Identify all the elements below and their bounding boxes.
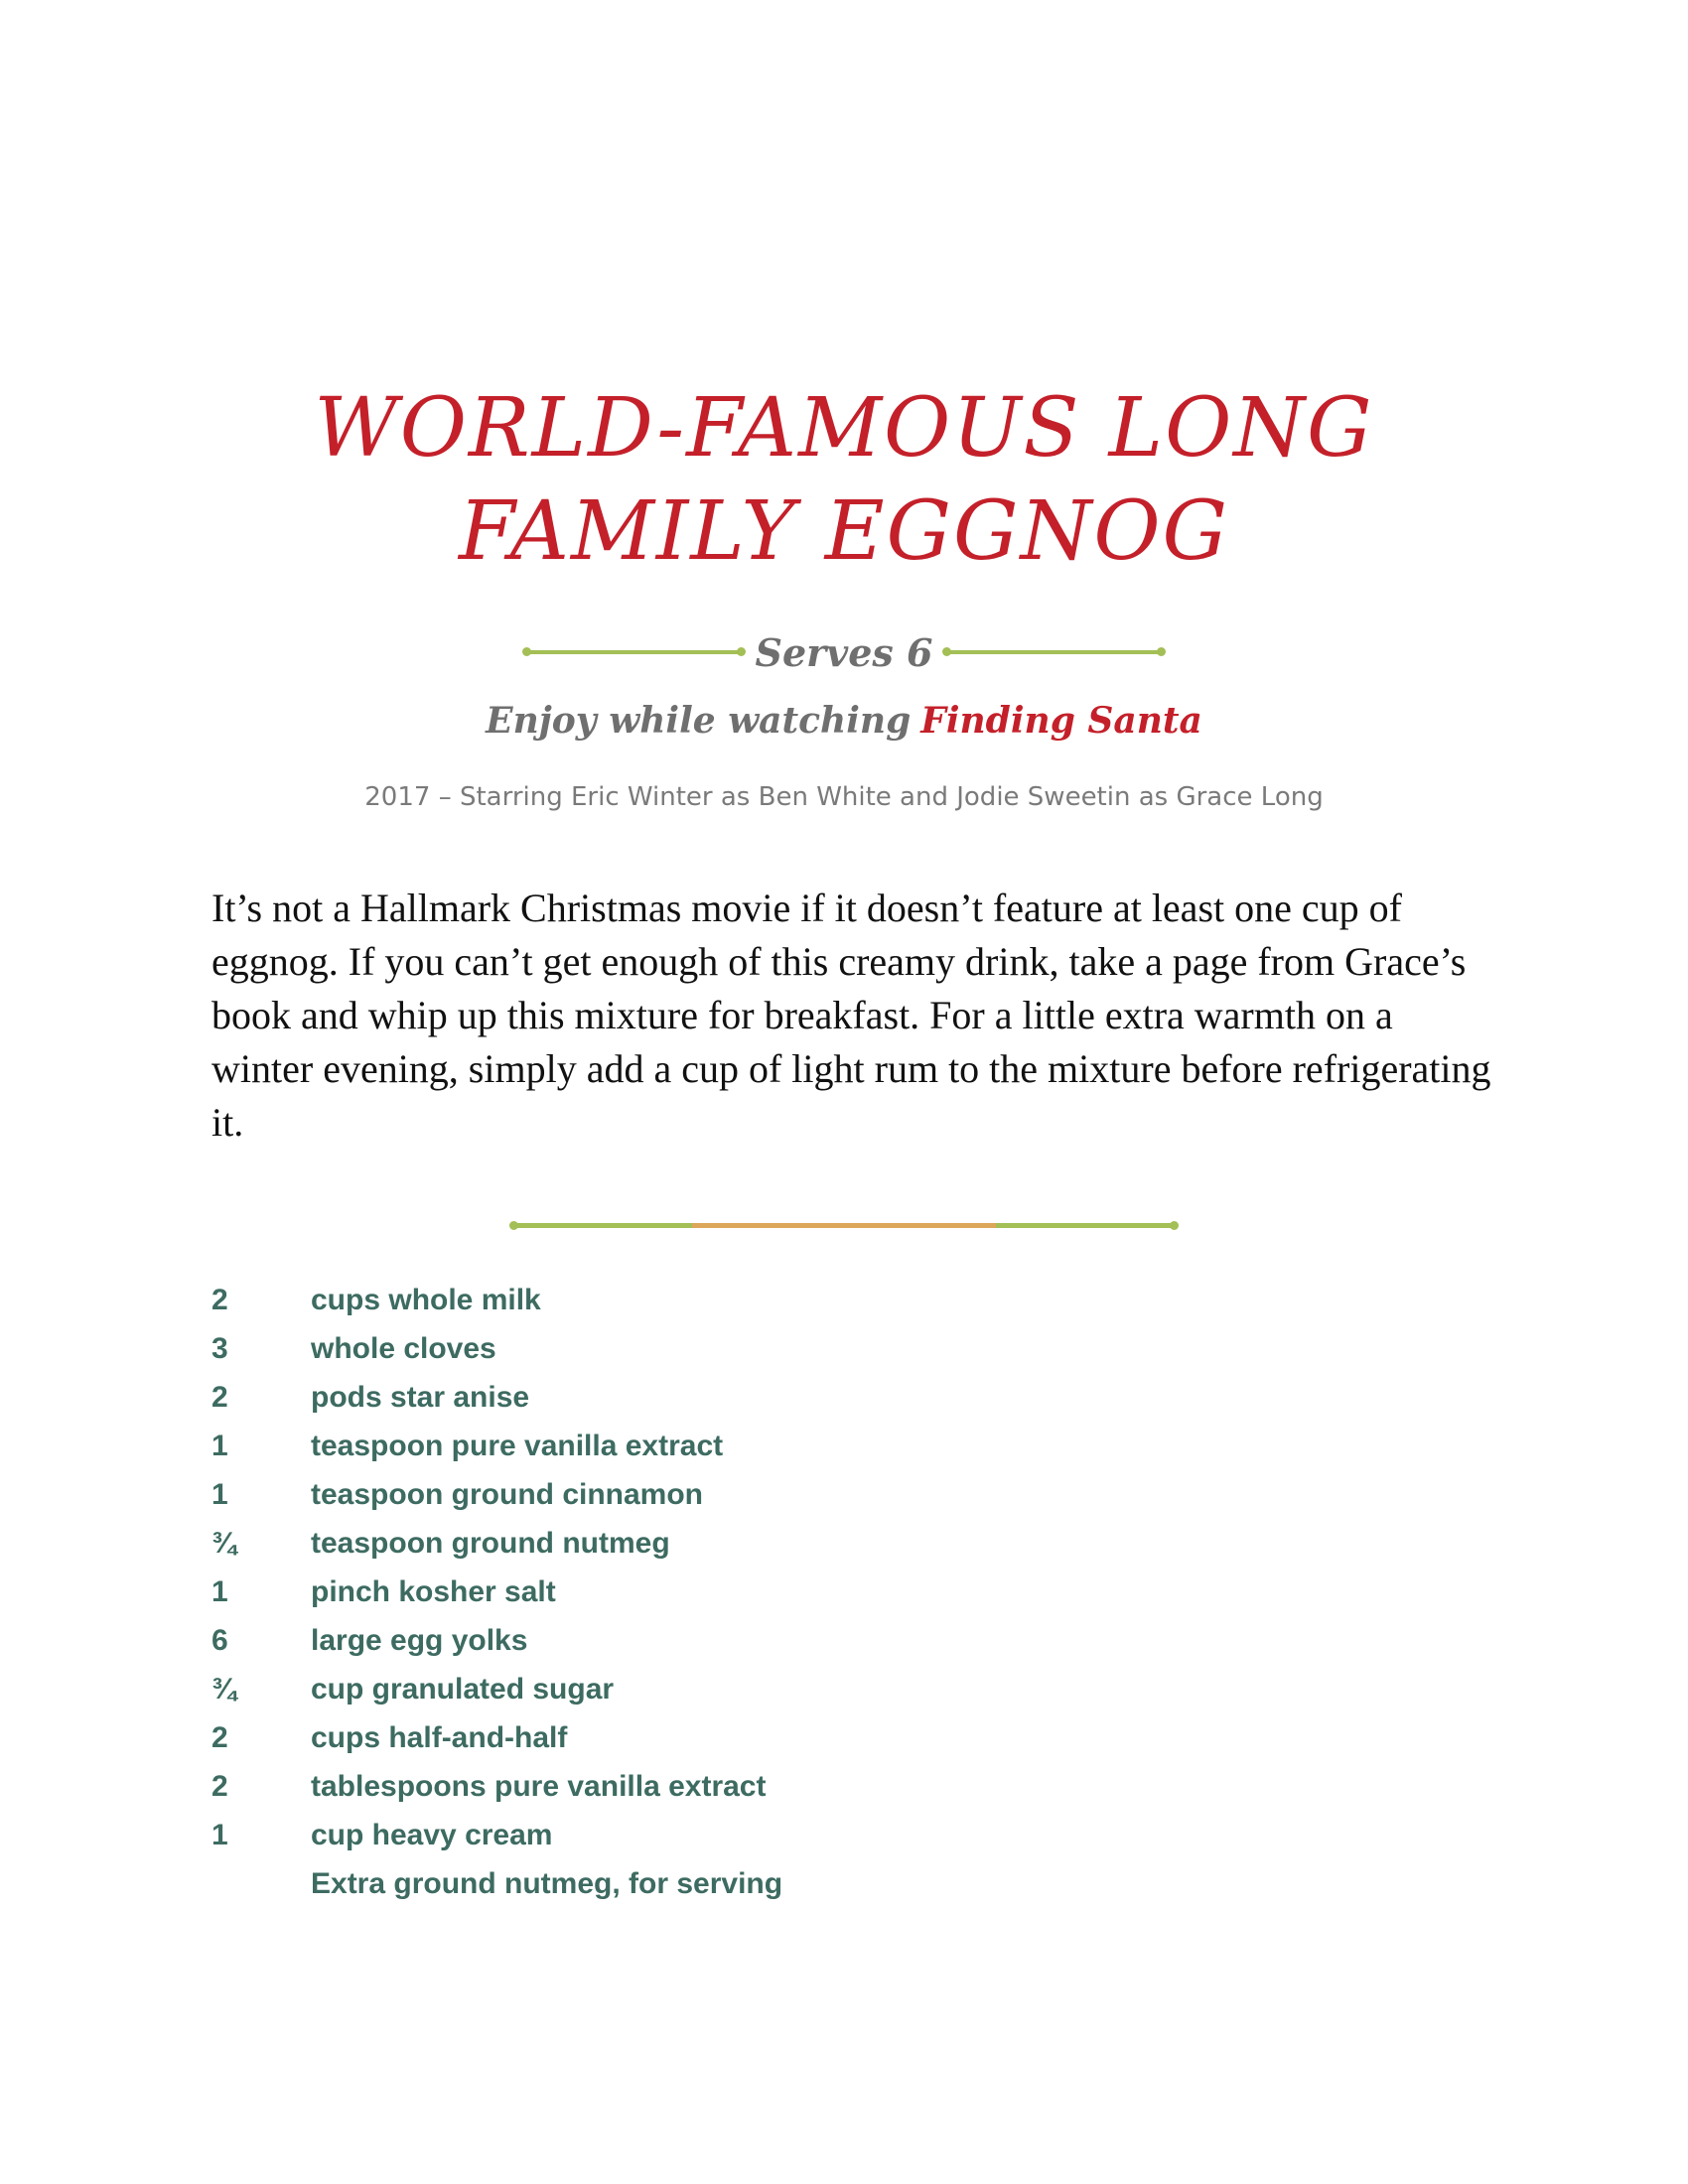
section-divider — [513, 1223, 1175, 1228]
ingredient-qty: 1 — [211, 1477, 228, 1511]
ingredient-row — [211, 1373, 1204, 1422]
serves-right-rule — [946, 650, 1162, 654]
ingredient-qty: 2 — [211, 1769, 228, 1803]
ingredient-qty: 6 — [211, 1623, 228, 1657]
recipe-title-line-2: FAMILY EGGNOG — [458, 484, 1230, 579]
serves-label: Serves 6 — [755, 629, 933, 675]
serves-row — [526, 627, 1162, 677]
recipe-title — [0, 377, 1688, 584]
ingredient-item: pods star anise — [311, 1380, 530, 1414]
ingredient-qty: 2 — [211, 1283, 228, 1316]
ingredient-item: tablespoons pure vanilla extract — [311, 1769, 767, 1803]
intro-paragraph: It’s not a Hallmark Christmas movie if it doesn’t feature at least one cup of eggnog. If you can’t get enough of this creamy drink, take a page from Grace’s book and whip up this mixture for breakfast. For a little extra warmth on a winter evening, simply add a cup of light rum to the mixture before refrigerating it. — [211, 886, 1491, 1145]
ingredient-row — [211, 1811, 1204, 1859]
ingredient-row — [211, 1762, 1204, 1811]
ingredient-qty: 1 — [211, 1429, 228, 1462]
ingredient-qty: 1 — [211, 1818, 228, 1851]
ingredient-qty: 1 — [211, 1574, 228, 1608]
serves-left-rule — [526, 650, 742, 654]
ingredient-row — [211, 1519, 1204, 1568]
ingredient-row — [211, 1859, 1204, 1908]
ingredient-item: teaspoon ground cinnamon — [311, 1477, 703, 1511]
ingredient-row — [211, 1276, 1204, 1324]
ingredient-qty: ¾ — [211, 1526, 237, 1560]
ingredient-qty: 2 — [211, 1720, 228, 1754]
recipe-title-line-1: WORLD-FAMOUS LONG — [314, 381, 1374, 476]
ingredient-row — [211, 1470, 1204, 1519]
ingredient-item: teaspoon ground nutmeg — [311, 1526, 670, 1560]
ingredient-item: whole cloves — [311, 1331, 496, 1365]
ingredient-item: teaspoon pure vanilla extract — [311, 1429, 724, 1462]
ingredient-row — [211, 1713, 1204, 1762]
watch-line — [0, 700, 1688, 742]
ingredient-list — [211, 1276, 1204, 1908]
ingredient-row — [211, 1324, 1204, 1373]
ingredient-row — [211, 1616, 1204, 1665]
movie-title: Finding Santa — [920, 700, 1202, 742]
ingredient-qty: 2 — [211, 1380, 228, 1414]
ingredient-item: cup granulated sugar — [311, 1672, 615, 1706]
cast-line: 2017 – Starring Eric Winter as Ben White and Jodie Sweetin as Grace Long — [364, 782, 1324, 812]
ingredient-qty: ¾ — [211, 1672, 237, 1706]
watch-prefix: Enjoy while watching — [486, 700, 912, 742]
ingredient-item: cups whole milk — [311, 1283, 541, 1316]
ingredient-item: large egg yolks — [311, 1623, 528, 1657]
ingredient-qty: 3 — [211, 1331, 228, 1365]
ingredient-row — [211, 1568, 1204, 1616]
ingredient-row — [211, 1665, 1204, 1713]
ingredient-item: cups half-and-half — [311, 1720, 568, 1754]
ingredient-item: cup heavy cream — [311, 1818, 553, 1851]
ingredient-item: Extra ground nutmeg, for serving — [311, 1866, 783, 1900]
ingredient-item: pinch kosher salt — [311, 1574, 556, 1608]
ingredient-row — [211, 1422, 1204, 1470]
